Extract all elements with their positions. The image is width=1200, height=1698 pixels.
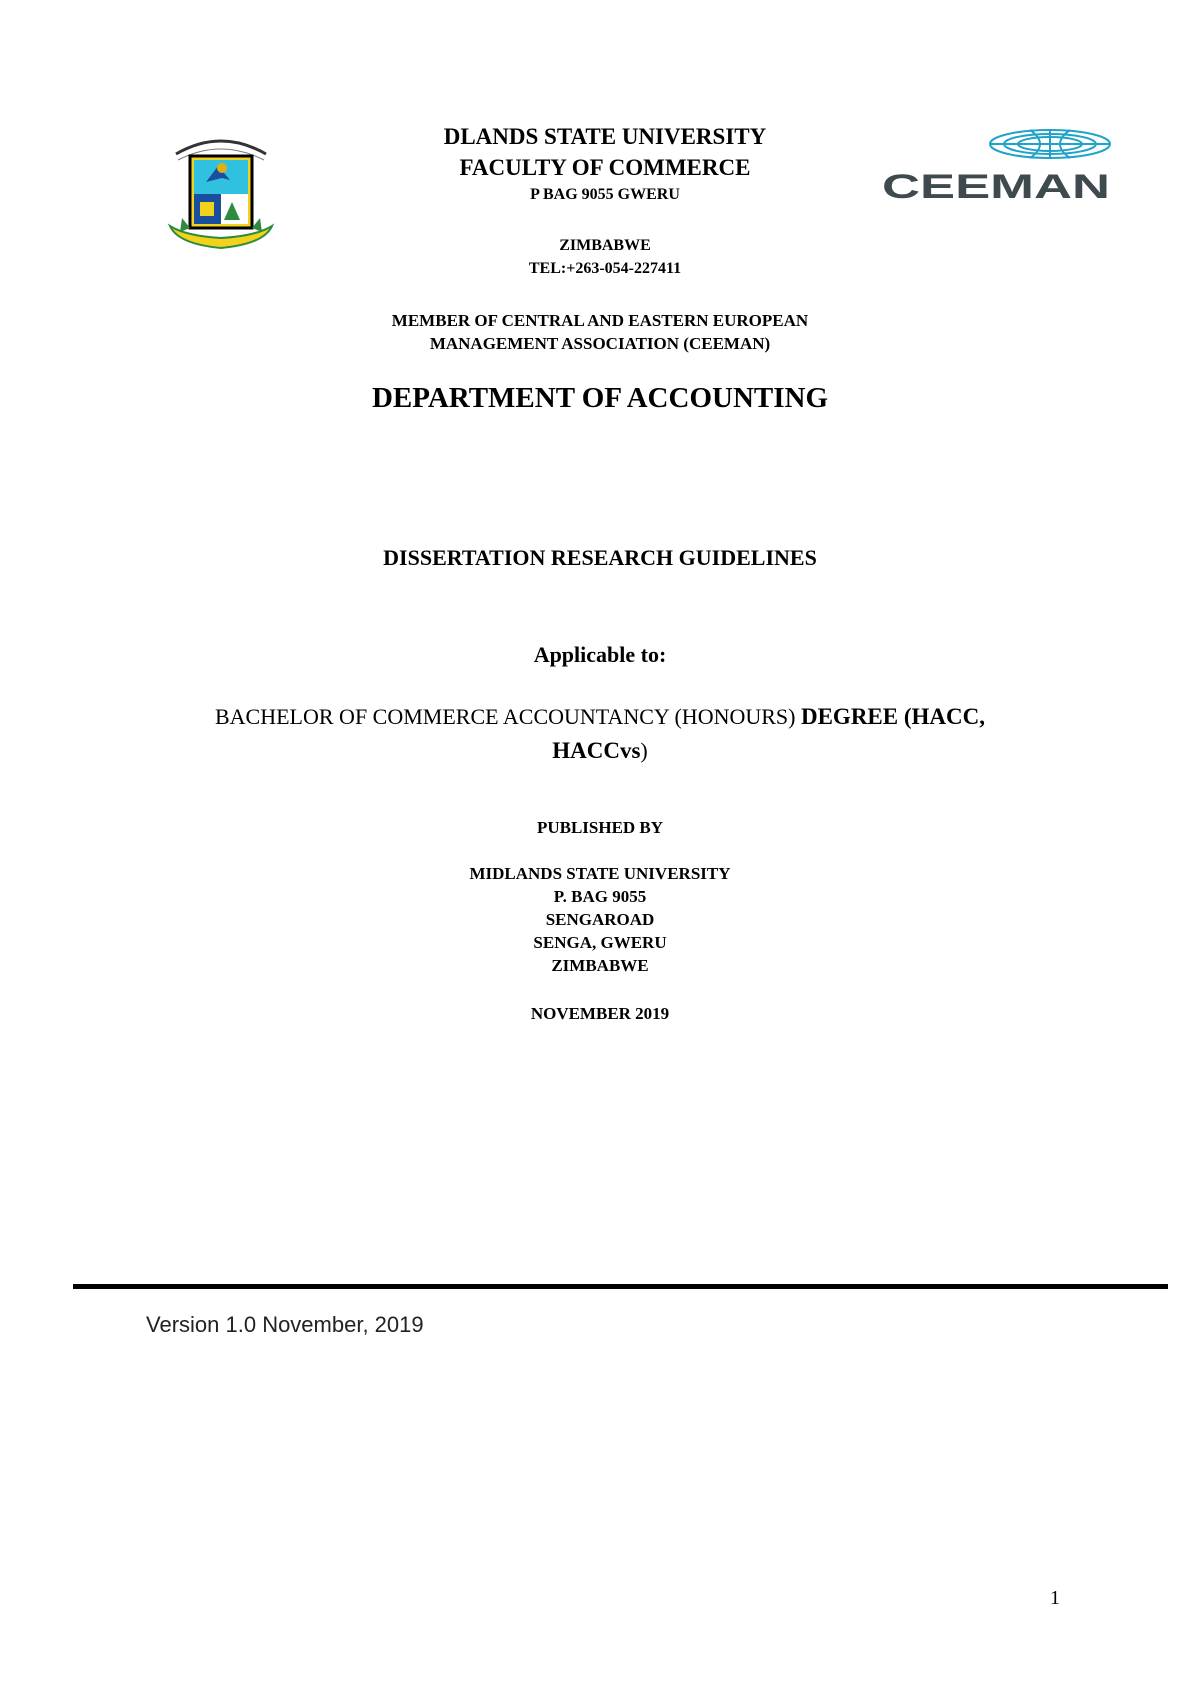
program-close-paren: ) xyxy=(640,738,648,763)
version-text: Version 1.0 November, 2019 xyxy=(146,1312,424,1337)
ceeman-logo xyxy=(880,126,1112,202)
university-name: DLANDS STATE UNIVERSITY xyxy=(443,124,767,149)
applicable-to-label: Applicable to: xyxy=(533,642,667,667)
department-title: DEPARTMENT OF ACCOUNTING xyxy=(371,382,829,414)
header-pbag: P BAG 9055 GWERU xyxy=(530,186,680,203)
header-country: ZIMBABWE xyxy=(559,237,651,254)
publisher-road: SENGAROAD xyxy=(545,910,655,929)
program-degree: DEGREE (HACC, xyxy=(800,704,985,729)
ceeman-logo-text: CEEMAN xyxy=(882,168,1110,202)
publication-date: NOVEMBER 2019 xyxy=(530,1004,670,1023)
header-telephone: TEL:+263-054-227411 xyxy=(528,260,682,277)
publisher-city: SENGA, GWERU xyxy=(533,933,667,952)
program-name: BACHELOR OF COMMERCE ACCOUNTANCY (HONOURS) xyxy=(215,704,801,729)
publisher-name: MIDLANDS STATE UNIVERSITY xyxy=(469,864,731,883)
document-title: DISSERTATION RESEARCH GUIDELINES xyxy=(383,545,817,570)
member-line-2: MANAGEMENT ASSOCIATION (CEEMAN) xyxy=(429,334,771,353)
published-by-heading: PUBLISHED BY xyxy=(536,818,664,837)
publisher-country: ZIMBABWE xyxy=(551,956,649,975)
program-code: HACCvs xyxy=(552,738,641,763)
publisher-pbag: P. BAG 9055 xyxy=(553,887,647,906)
footer-divider xyxy=(73,1284,1168,1289)
member-line-1: MEMBER OF CENTRAL AND EASTERN EUROPEAN xyxy=(391,311,809,330)
msu-crest-logo xyxy=(166,132,276,257)
page-number: 1 xyxy=(1050,1587,1060,1609)
program-description xyxy=(100,700,1100,768)
faculty-name: FACULTY OF COMMERCE xyxy=(459,155,751,180)
